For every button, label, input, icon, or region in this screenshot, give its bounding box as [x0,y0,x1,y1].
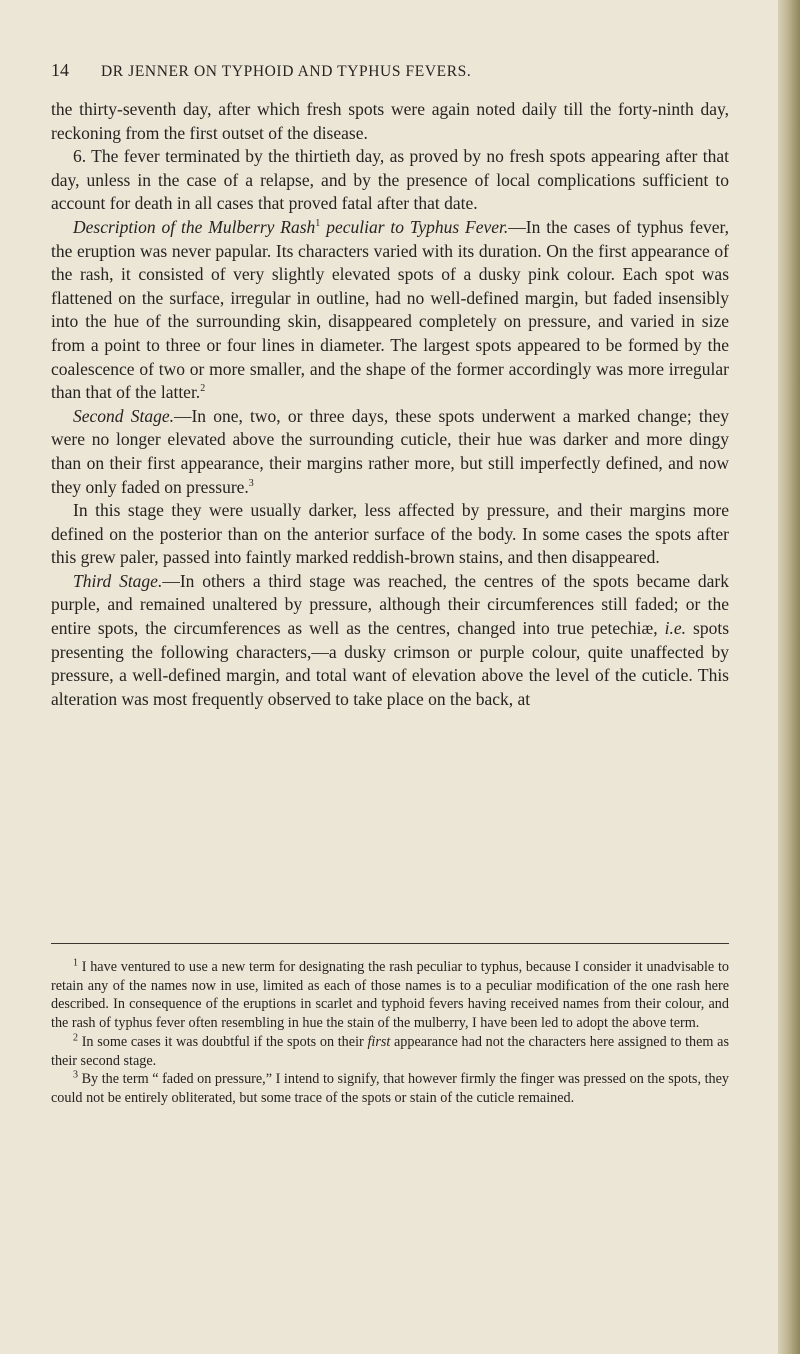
footnote-text: In some cases it was doubtful if the spots on their [78,1033,368,1050]
footnote-text: appearance had not the characters here assigned to them as their second stage. [51,1033,729,1069]
abbreviation-ie: i.e. [664,618,686,639]
footnote-ref-3[interactable]: 3 [248,477,254,489]
body-text [51,98,729,711]
section-heading-second-stage: Second Stage. [73,405,174,426]
section-heading-mulberry-rash-cont: peculiar to Typhus Fever. [320,216,509,237]
paragraph-second-stage [51,405,729,499]
page-header [51,60,721,84]
paragraph-text: —In others a third stage was reached, the centres of the spots became dark purple, and remained unaltered by pressure, although their circumferences still faded; or the entire spots, the circumferences as well as the centres, changed into true petechiæ, [51,570,729,639]
footnote-number: 2 [73,1032,78,1044]
footnote-emphasis: first [367,1033,391,1050]
paragraph-text: —In one, two, or three days, these spots underwent a marked change; they were no longer elevated above the surrounding cuticle, their hue was darker and more dingy than on their first appearance, their margins rather more, but still imperfectly defined, and now they only faded on pressure. [51,405,729,497]
paragraph-darker-spots: In this stage they were usually darker, less affected by pressure, and their margins more defined on the posterior than on the anterior surface of the body. In some cases the spots after this grew paler, passed into faintly marked reddish-brown stains, and then disappeared. [51,500,729,568]
page-number: 14 [51,60,69,80]
footnote-number: 1 [73,957,78,969]
paragraph-continuation: the thirty-seventh day, after which fresh spots were again noted daily till the forty-ninth day, reckoning from the first outset of the disease. [51,99,729,143]
section-heading-third-stage: Third Stage. [73,570,163,591]
footnotes [51,958,729,1108]
footnote-ref-1[interactable]: 1 [315,218,321,230]
footnote-1 [51,958,729,1033]
book-page-edge [778,0,800,1354]
footnote-number: 3 [73,1069,78,1081]
footnote-divider [51,943,729,944]
paragraph-mulberry-rash [51,216,729,405]
paragraph-third-stage [51,570,729,712]
footnote-text: By the term “ faded on pressure,” I intend to signify, that however firmly the finger was pressed on the spots, they could not be entirely obliterated, but some trace of the spots or stain of the cuticle remained. [51,1071,729,1106]
footnote-3 [51,1070,729,1107]
paragraph-fever-termination: 6. The fever terminated by the thirtieth day, as proved by no fresh spots appearing after that day, unless in the case of a relapse, and by the presence of local complications sufficient to account for death in all cases that proved fatal after that date. [51,146,729,214]
footnote-2 [51,1033,729,1070]
paragraph-text: spots presenting the following characters,—a dusky crimson or purple colour, quite unaffected by pressure, a well-defined margin, and total want of elevation above the level of the cuticle. This alteration was most frequently observed to take place on the back, at [51,618,730,709]
paragraph-text: —In the cases of typhus fever, the eruption was never papular. Its characters varied with its duration. On the first appearance of the rash, it consisted of very slightly elevated spots of a dusky pink colour. Each spot was flattened on the surface, irregular in outline, had no well-defined margin, but faded insensibly into the hue of the surrounding skin, disappeared completely on pressure, and varied in size from a point to three or four lines in diameter. The largest spots appeared to be formed by the coalescence of two or more smaller, and the shape of the former accordingly was more irregular than that of the latter. [51,216,729,403]
footnote-ref-2[interactable]: 2 [200,383,206,395]
section-heading-mulberry-rash: Description of the Mulberry Rash [73,216,316,237]
running-head: DR JENNER ON TYPHOID AND TYPHUS FEVERS. [101,63,472,80]
footnote-text: I have ventured to use a new term for designating the rash peculiar to typhus, because I consider it unadvisable to retain any of the names now in use, limited as each of those names is to a peculiar modification of the one rash here described. In consequence of the eruptions in scarlet and typhoid fevers having received names from their colour, and the rash of typhus fever often resembling in hue the stain of the mulberry, I have been led to adopt the above term. [51,959,729,1032]
